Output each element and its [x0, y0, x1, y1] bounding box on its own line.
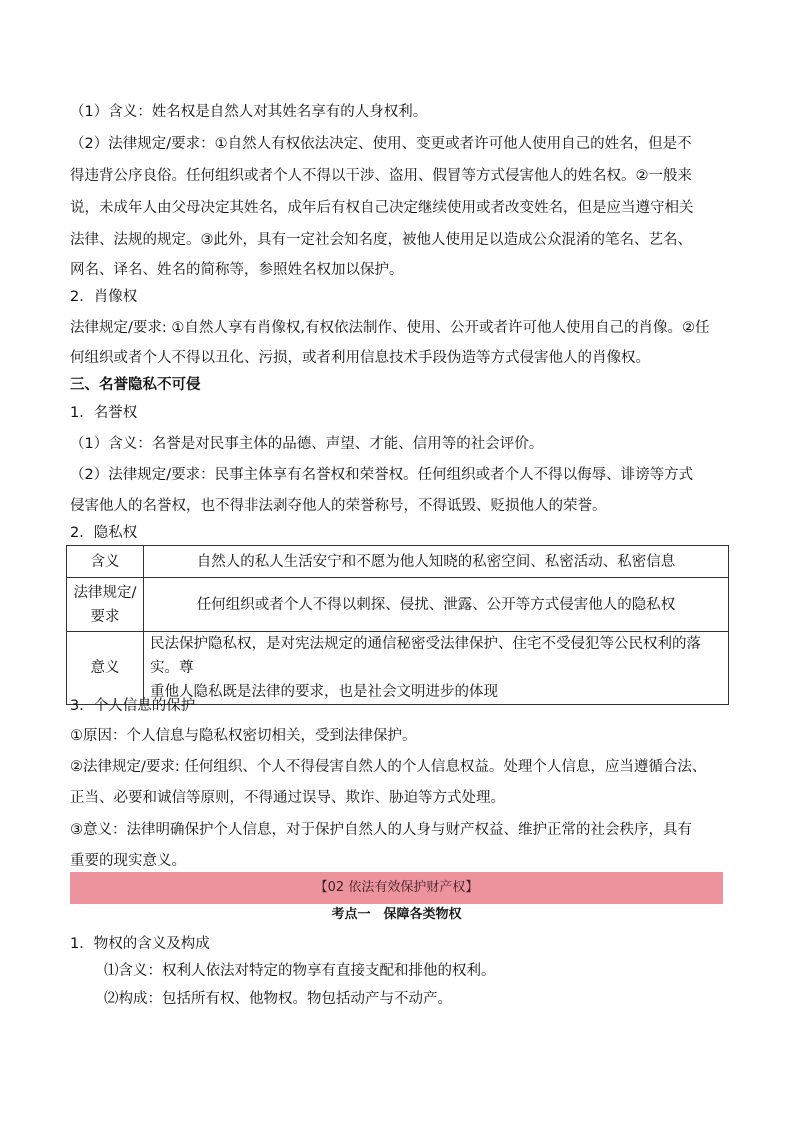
- section-banner: 【02 依法有效保护财产权】: [70, 872, 723, 904]
- property-right-meaning: ⑴含义：权利人依法对特定的物享有直接支配和排他的权利。: [104, 963, 496, 979]
- personal-info-law-line-2: 正当、必要和诚信等原则，不得通过误导、欺诈、胁迫等方式处理。: [70, 790, 505, 806]
- personal-info-meaning-line-1: ③意义：法律明确保护个人信息，对于保护自然人的人身与财产权益、维护正常的社会秩序，具有: [70, 822, 692, 838]
- table-value-significance-line-2: 重他人隐私既是法律的要求，也是社会文明进步的体现: [150, 684, 498, 700]
- portrait-right-heading: 2．肖像权: [70, 289, 138, 305]
- name-right-law-line-4: 法律、法规的规定。③此外，具有一定社会知名度，被他人使用足以造成公众混淆的笔名、艺名、: [70, 232, 692, 248]
- section-title: 考点一 保障各类物权: [331, 907, 462, 922]
- table-key-significance: 意义: [67, 632, 144, 705]
- reputation-right-heading: 1．名誉权: [70, 405, 138, 421]
- portrait-right-law-line-1: 法律规定/要求: ①自然人享有肖像权,有权依法制作、使用、公开或者许可他人使用自己的肖像。②任: [70, 320, 710, 336]
- personal-info-meaning-line-2: 重要的现实意义。: [70, 853, 186, 869]
- name-right-law-line-2: 得违背公序良俗。任何组织或者个人不得以干涉、盗用、假冒等方式侵害他人的姓名权。②一般来: [70, 168, 692, 184]
- table-value-law: 任何组织或者个人不得以刺探、侵扰、泄露、公开等方式侵害他人的隐私权: [144, 578, 729, 632]
- property-right-heading: 1．物权的含义及构成: [70, 936, 210, 952]
- table-key-law-line-2: 要求: [90, 608, 120, 625]
- table-key-meaning: 含义: [67, 546, 144, 578]
- name-right-meaning: （1）含义：姓名权是自然人对其姓名享有的人身权利。: [70, 104, 428, 120]
- table-row: [67, 546, 729, 578]
- name-right-law-line-1: （2）法律规定/要求：①自然人有权依法决定、使用、变更或者许可他人使用自己的姓名，但是不: [70, 136, 692, 152]
- table-value-significance-line-1: 民法保护隐私权，是对宪法规定的通信秘密受法律保护、住宅不受侵犯等公民权利的落实。尊: [150, 636, 701, 676]
- portrait-right-law-line-2: 何组织或者个人不得以丑化、污损，或者利用信息技术手段伪造等方式侵害他人的肖像权。: [70, 350, 650, 366]
- reputation-privacy-heading: 三、名誉隐私不可侵: [70, 377, 201, 393]
- table-value-meaning: 自然人的私人生活安宁和不愿为他人知晓的私密空间、私密活动、私密信息: [144, 546, 729, 578]
- personal-info-heading: 3．个人信息的保护: [70, 698, 196, 714]
- personal-info-law-line-1: ②法律规定/要求: 任何组织、个人不得侵害自然人的个人信息权益。处理个人信息，应当遵循合法、: [70, 759, 707, 775]
- property-right-composition: ⑵构成：包括所有权、他物权。物包括动产与不动产。: [104, 991, 452, 1007]
- table-row: [67, 578, 729, 632]
- table-key-law-line-1: 法律规定/: [73, 584, 137, 601]
- name-right-law-line-5: 网名、译名、姓名的简称等，参照姓名权加以保护。: [70, 262, 404, 278]
- privacy-right-heading: 2．隐私权: [70, 525, 138, 541]
- name-right-law-line-3: 说，未成年人由父母决定其姓名，成年后有权自己决定继续使用或者改变姓名，但是应当遵守相关: [70, 200, 694, 216]
- privacy-table: [66, 545, 729, 705]
- table-key-law: [67, 578, 144, 632]
- reputation-meaning: （1）含义：名誉是对民事主体的品德、声望、才能、信用等的社会评价。: [70, 436, 544, 452]
- reputation-law-line-2: 侵害他人的名誉权，也不得非法剥夺他人的荣誉称号，不得诋毁、贬损他人的荣誉。: [70, 498, 607, 514]
- reputation-law-line-1: （2）法律规定/要求：民事主体享有名誉权和荣誉权。任何组织或者个人不得以侮辱、诽谤等方式: [70, 467, 694, 483]
- personal-info-reason: ①原因：个人信息与隐私权密切相关，受到法律保护。: [70, 728, 417, 744]
